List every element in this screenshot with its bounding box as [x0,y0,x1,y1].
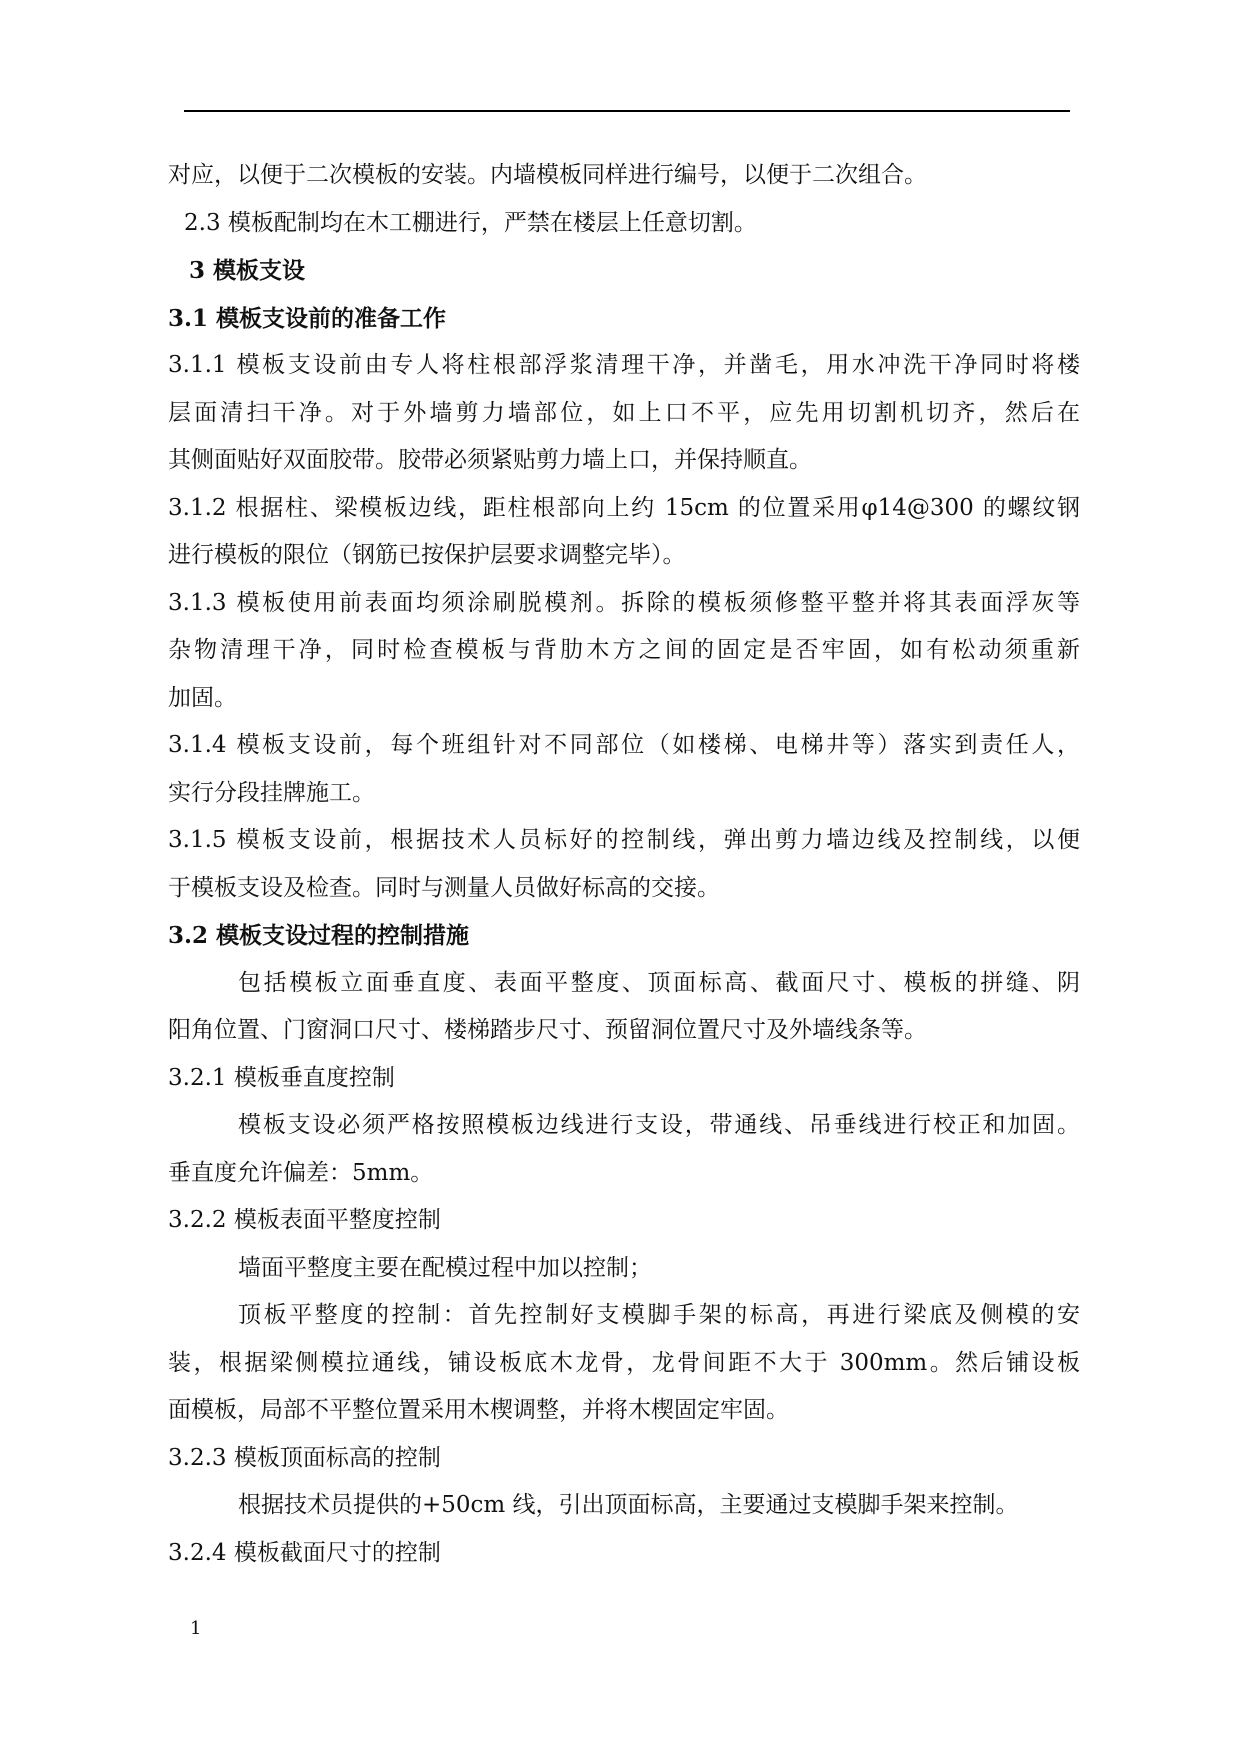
text-line: 于模板支设及检查。同时与测量人员做好标高的交接。 [168,874,720,901]
clause-heading: 3.2.3 模板顶面标高的控制 [168,1444,441,1471]
header-rule [184,110,1070,112]
clause-heading: 3.2.4 模板截面尺寸的控制 [168,1539,441,1566]
text-line: 顶板平整度的控制：首先控制好支模脚手架的标高，再进行梁底及侧模的安 [238,1302,1080,1328]
text-line: 3.1.2 根据柱、梁模板边线，距柱根部向上约 15cm 的位置采用φ14@300 的螺纹钢 [168,494,1080,521]
text-line: 实行分段挂牌施工。 [168,779,375,806]
text-line: 墙面平整度主要在配模过程中加以控制； [238,1254,652,1281]
subsection-heading: 3.2 模板支设过程的控制措施 [168,922,470,949]
text-line: 包括模板立面垂直度、表面平整度、顶面标高、截面尺寸、模板的拼缝、阴 [238,969,1080,996]
page-number: 1 [190,1618,202,1639]
text-line: 装，根据梁侧模拉通线，铺设板底木龙骨，龙骨间距不大于 300mm。然后铺设板 [168,1349,1080,1376]
text-line: 3.1.5 模板支设前，根据技术人员标好的控制线，弹出剪力墙边线及控制线，以便 [168,827,1080,853]
text-line: 阳角位置、门窗洞口尺寸、楼梯踏步尺寸、预留洞位置尺寸及外墙线条等。 [168,1017,927,1043]
text-line: 3.1.1 模板支设前由专人将柱根部浮浆清理干净，并凿毛，用水冲洗干净同时将楼 [168,352,1080,378]
text-line: 模板支设必须严格按照模板边线进行支设，带通线、吊垂线进行校正和加固。 [238,1112,1080,1138]
text-line: 3.1.3 模板使用前表面均须涂刷脱模剂。拆除的模板须修整平整并将其表面浮灰等 [168,589,1080,616]
text-line: 加固。 [168,684,237,711]
text-line: 垂直度允许偏差：5mm。 [168,1159,434,1186]
text-line: 杂物清理干净，同时检查模板与背肋木方之间的固定是否牢固，如有松动须重新 [168,637,1080,663]
subsection-heading: 3.1 模板支设前的准备工作 [168,304,447,332]
text-line: 其侧面贴好双面胶带。胶带必须紧贴剪力墙上口，并保持顺直。 [168,447,812,473]
text-line: 根据技术员提供的+50cm 线，引出顶面标高，主要通过支模脚手架来控制。 [238,1492,1019,1518]
clause-heading: 3.2.2 模板表面平整度控制 [168,1207,441,1233]
document-body [168,152,1080,1577]
section-heading: 3 模板支设 [189,257,306,284]
text-line: 进行模板的限位（钢筋已按保护层要求调整完毕）。 [168,542,686,568]
text-line: 面模板，局部不平整位置采用木楔调整，并将木楔固定牢固。 [168,1397,789,1423]
clause-heading: 3.2.1 模板垂直度控制 [168,1064,395,1091]
text-line: 3.1.4 模板支设前，每个班组针对不同部位（如楼梯、电梯井等）落实到责任人， [168,732,1080,758]
text-line: 层面清扫干净。对于外墙剪力墙部位，如上口不平，应先用切割机切齐，然后在 [168,399,1080,426]
text-line: 2.3 模板配制均在木工棚进行，严禁在楼层上任意切割。 [184,209,757,236]
text-line: 对应，以便于二次模板的安装。内墙模板同样进行编号，以便于二次组合。 [168,162,927,188]
